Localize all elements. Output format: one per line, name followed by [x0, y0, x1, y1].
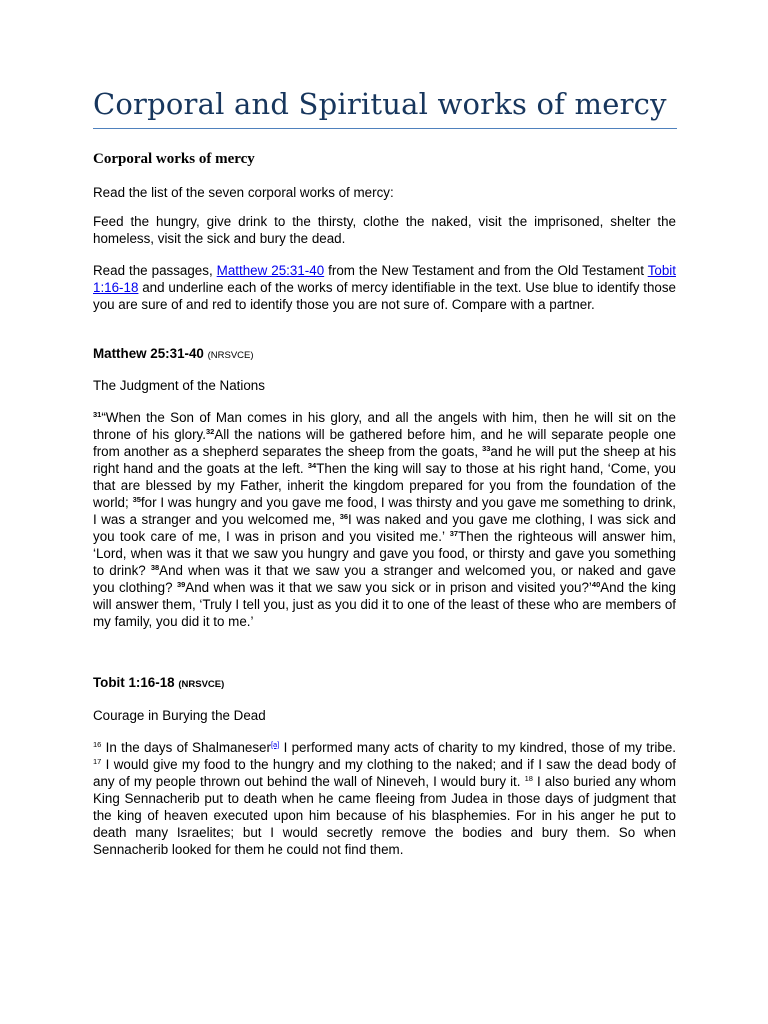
verse-text: And when was it that we saw you sick or in prison and visited you?’ — [185, 580, 592, 595]
verse-number: 36 — [339, 512, 349, 521]
instructions-part2: from the New Testament and from the Old Testament — [324, 263, 648, 278]
matthew-passage — [93, 409, 676, 630]
verse-number: 18 — [524, 774, 533, 783]
section-heading: Corporal works of mercy — [93, 151, 255, 167]
verse-number: 38 — [150, 563, 160, 572]
verse-text: “When the Son of Man comes in his glory, and all the angels with him, then he will sit on the throne of his glory. — [93, 410, 676, 442]
verse-text: I also buried any whom King Sennacherib put to death when he came fleeing from Judea in those days of judgment that the king of heaven executed upon him because of his blasphemies. For in his anger he put to death many Israelites; but I would secretly remove the bodies and bury them. So when Sennacherib looked for them he could not find them. — [93, 774, 677, 857]
verse-number: 39 — [176, 580, 186, 589]
verse-number: 16 — [93, 740, 102, 749]
instructions-paragraph — [93, 262, 676, 313]
tobit-version: (NRSVCE) — [178, 679, 225, 690]
verse-number: 32 — [205, 427, 215, 436]
verse-number: 37 — [449, 529, 459, 538]
matthew-version: (NRSVCE) — [207, 350, 254, 361]
verse-text: I was naked and you gave me clothing, I was sick and you took care of me, I was in prison and you visited me.’ — [93, 512, 676, 544]
matthew-subtitle: The Judgment of the Nations — [93, 378, 265, 393]
instructions-part3: and underline each of the works of mercy identifiable in the text. Use blue to identify those you are sure of and red to identify those you are not sure of. Compare with a partner. — [93, 280, 676, 312]
verse-text: and he will put the sheep at his right hand and the goats at the left. — [93, 444, 677, 476]
title-rule — [93, 128, 677, 129]
tobit-subtitle: Courage in Burying the Dead — [93, 708, 266, 723]
intro-line: Read the list of the seven corporal works of mercy: — [93, 185, 394, 200]
verse-number: 17 — [93, 757, 102, 766]
verse-text: Then the king will say to those at his right hand, ‘Come, you that are blessed by my Father, inherit the kingdom prepared for you from the foundation of the world; — [93, 461, 676, 510]
verse-text: Then the righteous will answer him, ‘Lord, when was it that we saw you hungry and gave you food, or thirsty and gave you something to drink? — [93, 529, 676, 578]
verse-text: And the king will answer them, ‘Truly I tell you, just as you did it to one of the least of these who are members of my family, you did it to me.’ — [93, 580, 677, 629]
page-title: Corporal and Spiritual works of mercy — [93, 87, 667, 121]
tobit-heading — [93, 674, 676, 693]
verse-text: I performed many acts of charity to my kindred, those of my tribe. — [279, 740, 676, 755]
tobit-passage — [93, 739, 676, 858]
verse-number: 34 — [307, 461, 317, 470]
matthew-heading — [93, 345, 676, 364]
verse-text: In the days of Shalmaneser — [101, 740, 271, 755]
verse-number: 33 — [482, 444, 491, 453]
instructions-part1: Read the passages, — [93, 263, 217, 278]
verse-text: All the nations will be gathered before him, and he will separate people one from another as a shepherd separates the sheep from the goats, — [93, 427, 676, 459]
verse-text: for I was hungry and you gave me food, I was thirsty and you gave me something to drink, I was a stranger and you welcomed me, — [93, 495, 676, 527]
tobit-reference: Tobit 1:16-18 — [93, 675, 175, 690]
verse-number: 40 — [591, 580, 601, 589]
works-list: Feed the hungry, give drink to the thirsty, clothe the naked, visit the imprisoned, shelter the homeless, visit the sick and bury the dead. — [93, 214, 676, 246]
verse-text: I would give my food to the hungry and my clothing to the naked; and if I saw the dead body of any of my people thrown out behind the wall of Nineveh, I would bury it. — [93, 757, 676, 789]
verse-text: And when was it that we saw you a stranger and welcomed you, or naked and gave you clothing? — [93, 563, 676, 595]
matthew-reference: Matthew 25:31-40 — [93, 346, 204, 361]
matthew-link[interactable]: Matthew 25:31-40 — [216, 263, 325, 278]
verse-number: 31 — [93, 410, 102, 419]
verse-number: 35 — [132, 495, 141, 504]
footnote-link[interactable]: [a] — [270, 740, 280, 749]
tobit-link[interactable]: Tobit 1:16-18 — [93, 263, 676, 295]
